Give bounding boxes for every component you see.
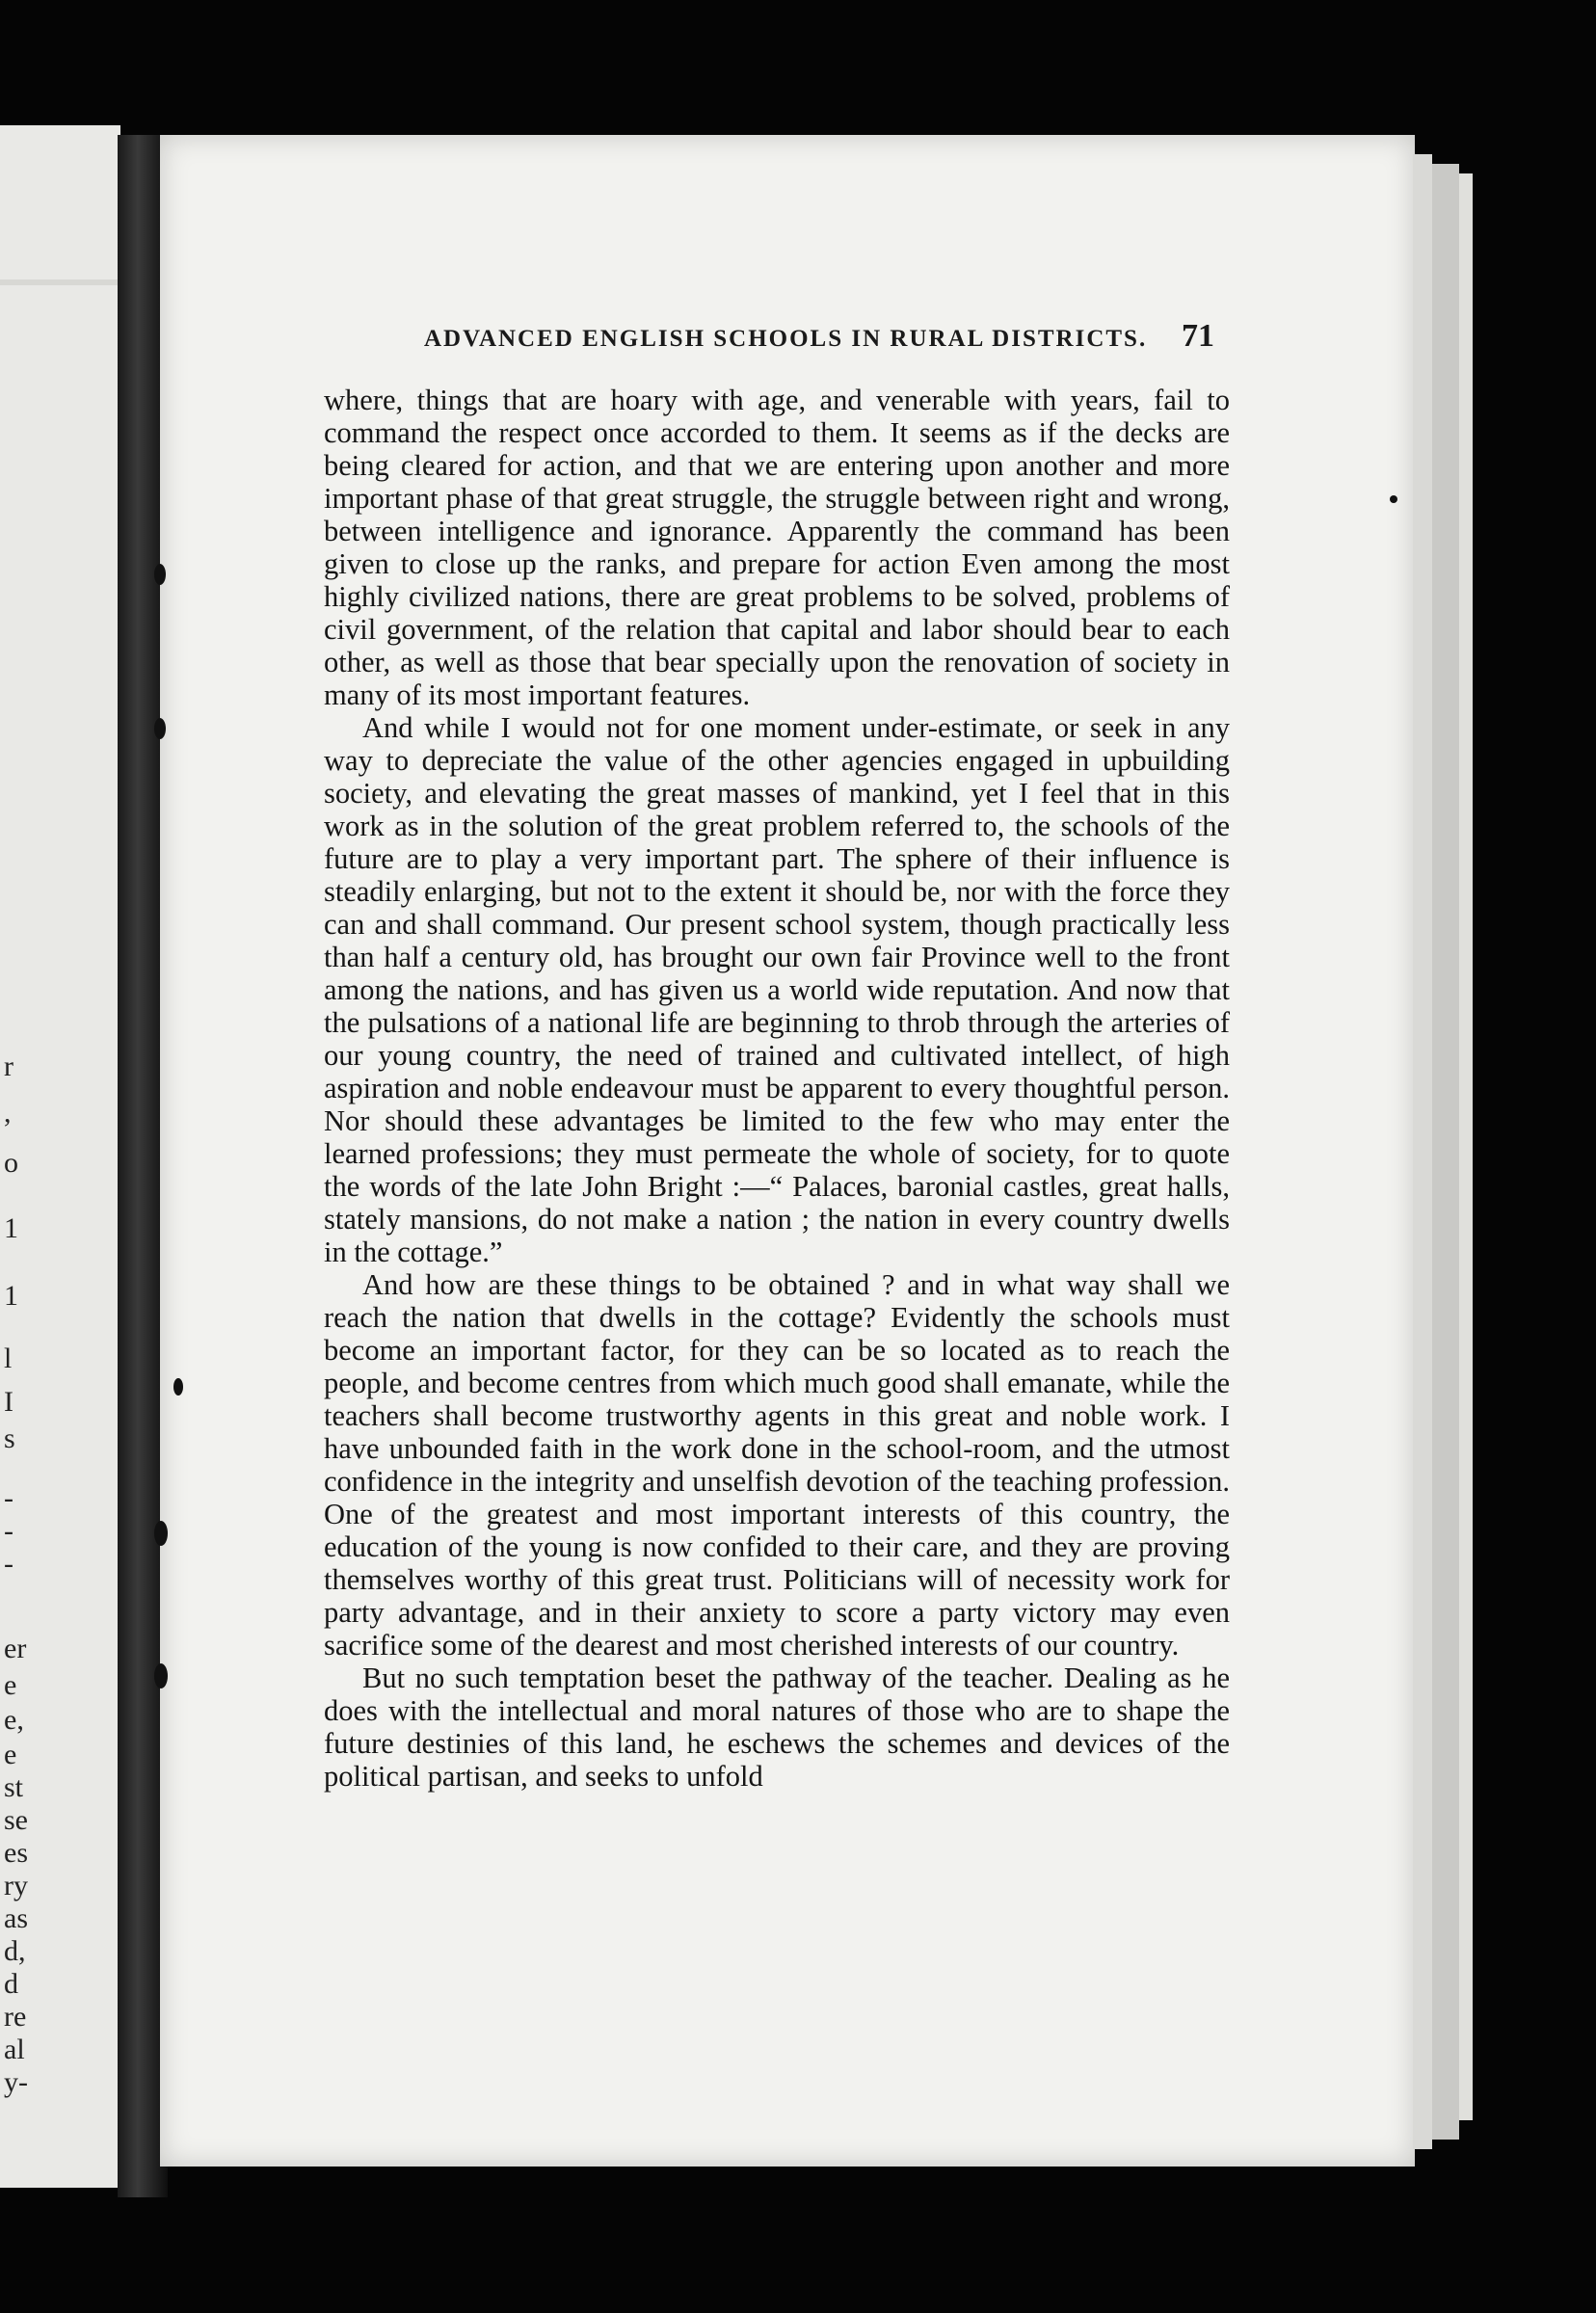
facing-page-fragment: l <box>4 1343 13 1374</box>
facing-page-fragment: , <box>4 1097 12 1129</box>
paragraph: But no such temptation beset the pathway of the teacher. Dealing as he does with the intellectual and moral natures of those who are to shape the future destinies of this land, he eschews the schemes and devices of the political partisan, and seeks to unfold <box>324 1662 1230 1793</box>
facing-page-fragment: re <box>4 2001 27 2033</box>
facing-page-fragment: o <box>4 1147 18 1179</box>
binding-hole <box>154 718 166 739</box>
facing-page-fragment: d, <box>4 1935 26 1967</box>
facing-page-fragment: es <box>4 1837 28 1869</box>
running-title: ADVANCED ENGLISH SCHOOLS IN RURAL DISTRICTS. <box>424 326 1148 352</box>
facing-page-fragment: - <box>4 1548 13 1580</box>
facing-page-fragment: e <box>4 1739 17 1770</box>
facing-page-fragment: I <box>4 1386 13 1418</box>
facing-page-fragment: d <box>4 1968 18 2000</box>
facing-page-fragment: ry <box>4 1870 28 1901</box>
facing-page-top-edge <box>0 279 118 285</box>
binding-hole <box>154 1521 168 1546</box>
page-number: 71 <box>1182 318 1214 354</box>
body-text <box>324 384 1230 1793</box>
facing-page-fragment: y- <box>4 2066 28 2098</box>
facing-page-fragment: - <box>4 1515 13 1547</box>
paragraph: And while I would not for one moment under-estimate, or seek in any way to depreciate the value of the other agencies engaged in upbuilding society, and elevating the great masses of mankind, yet I feel that in this work as in the solution of the great problem referred to, the schools of the future are to play a very important part. The sphere of their influence is steadily enlarging, but not to the extent it should be, nor with the force they can and shall command. Our present school system, though practically less than half a century old, has brought our own fair Province well to the front among the nations, and has given us a world wide reputation. And now that the pulsations of a national life are beginning to throb through the arteries of our young country, the need of trained and cultivated intellect, of high aspiration and noble endeavour must be apparent to every thoughtful person. Nor should these advantages be limited to the few who may enter the learned professions; they must permeate the whole of society, for to quote the words of the late John Bright :—“ Palaces, baronial castles, great halls, stately mansions, do not make a nation ; the nation in every country dwells in the cottage.” <box>324 711 1230 1268</box>
facing-page-fragment: r <box>4 1050 13 1082</box>
paragraph: And how are these things to be obtained ? and in what way shall we reach the nation that dwells in the cottage? Evidently the schools must become an important factor, for they can be so located as to reach the people, and become centres from which much good shall emanate, while the teachers shall become trustworthy agents in this great and noble work. I have unbounded faith in the work done in the school-room, and the utmost confidence in the integrity and unselfish devotion of the teaching profession. One of the greatest and most important interests of this country, the education of the young is now confided to their care, and they are proving themselves worthy of this great trust. Politicians will of necessity work for party advantage, and in their anxiety to score a party victory may even sacrifice some of the dearest and most cherished interests of our country. <box>324 1268 1230 1662</box>
facing-page-fragment: as <box>4 1902 28 1934</box>
binding-hole <box>173 1378 183 1396</box>
facing-page-fragment: er <box>4 1633 27 1664</box>
facing-page-fragment: 1 <box>4 1212 18 1244</box>
facing-page-fragment: e <box>4 1669 17 1701</box>
page-stack-edge <box>1459 173 1473 2120</box>
facing-page-edge <box>0 125 120 2188</box>
page-stack-edge <box>1413 154 1432 2149</box>
facing-page-fragment: - <box>4 1482 13 1514</box>
facing-page-fragment: al <box>4 2034 25 2065</box>
page-stack-edge <box>1432 164 1459 2140</box>
page-speck <box>1390 495 1397 503</box>
facing-page-fragment: s <box>4 1422 15 1454</box>
binding-hole <box>154 1663 168 1688</box>
facing-page-fragment: se <box>4 1804 28 1836</box>
facing-page-fragment: e, <box>4 1704 24 1736</box>
binding-hole <box>154 564 166 585</box>
facing-page-fragment: 1 <box>4 1280 18 1312</box>
paragraph: where, things that are hoary with age, and venerable with years, fail to command the respect once accorded to them. It seems as if the decks are being cleared for action, and that we are entering upon another and more important phase of that great struggle, the struggle between right and wrong, between intelligence and ignorance. Apparently the command has been given to close up the ranks, and prepare for action Even among the most highly civilized nations, there are great problems to be solved, problems of civil government, of the relation that capital and labor should bear to each other, as well as those that bear specially upon the renovation of society in many of its most important features. <box>324 384 1230 711</box>
running-head <box>424 318 1214 355</box>
facing-page-fragment: st <box>4 1771 24 1803</box>
